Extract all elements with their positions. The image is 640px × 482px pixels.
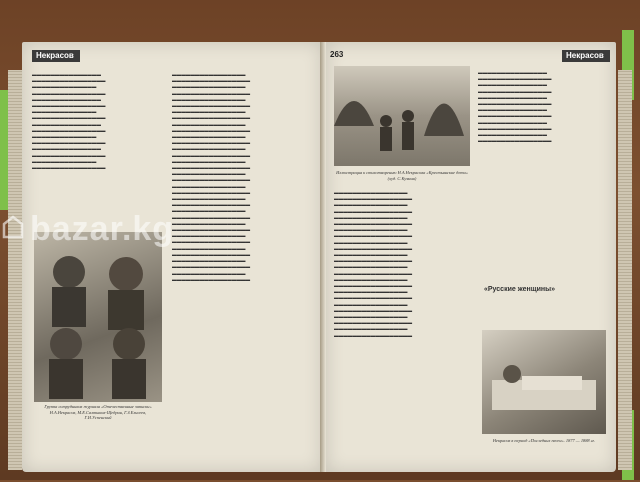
right-header: Некрасов — [562, 50, 610, 62]
right-page — [326, 42, 616, 472]
right-left-column-text: ▬▬▬▬▬▬▬▬▬▬▬▬▬▬▬▬ ▬▬▬▬▬▬▬▬▬▬▬▬▬▬▬▬▬ ▬▬▬▬▬▬▬▬▬▬▬▬▬▬▬▬ ▬▬▬▬▬▬▬▬▬▬▬▬▬▬▬▬▬ ▬▬▬▬▬▬▬▬▬▬▬▬▬▬▬▬ ▬▬▬▬▬▬▬▬▬▬▬▬▬▬▬▬▬ ▬▬▬▬▬▬▬▬▬▬▬▬▬▬▬▬ ▬▬▬▬▬▬▬▬▬▬▬▬▬▬▬▬▬ ▬▬▬▬▬▬▬▬▬▬▬▬▬▬▬▬ ▬▬▬▬▬▬▬▬▬▬▬▬▬▬▬▬▬ ▬▬▬▬▬▬▬▬▬▬▬▬▬▬▬▬ ▬▬▬▬▬▬▬▬▬▬▬▬▬▬▬▬▬ ▬▬▬▬▬▬▬▬▬▬▬▬▬▬▬▬ ▬▬▬▬▬▬▬▬▬▬▬▬▬▬▬▬▬ ▬▬▬▬▬▬▬▬▬▬▬▬▬▬▬▬ ▬▬▬▬▬▬▬▬▬▬▬▬▬▬▬▬▬ ▬▬▬▬▬▬▬▬▬▬▬▬▬▬▬▬ ▬▬▬▬▬▬▬▬▬▬▬▬▬▬▬▬▬ ▬▬▬▬▬▬▬▬▬▬▬▬▬▬▬▬ ▬▬▬▬▬▬▬▬▬▬▬▬▬▬▬▬▬ ▬▬▬▬▬▬▬▬▬▬▬▬▬▬▬▬ ▬▬▬▬▬▬▬▬▬▬▬▬▬▬▬▬▬ ▬▬▬▬▬▬▬▬▬▬▬▬▬▬▬▬ ▬▬▬▬▬▬▬▬▬▬▬▬▬▬▬▬▬ — [334, 190, 413, 338]
peasant-scene-drawing — [334, 66, 470, 166]
right-right-column-text: ▬▬▬▬▬▬▬▬▬▬▬▬▬▬▬ ▬▬▬▬▬▬▬▬▬▬▬▬▬▬▬▬ ▬▬▬▬▬▬▬▬▬▬▬▬▬▬▬ ▬▬▬▬▬▬▬▬▬▬▬▬▬▬▬▬ ▬▬▬▬▬▬▬▬▬▬▬▬▬▬▬ ▬▬▬▬▬▬▬▬▬▬▬▬▬▬▬▬ ▬▬▬▬▬▬▬▬▬▬▬▬▬▬▬ ▬▬▬▬▬▬▬▬▬▬▬▬▬▬▬▬ ▬▬▬▬▬▬▬▬▬▬▬▬▬▬▬ ▬▬▬▬▬▬▬▬▬▬▬▬▬▬▬▬ ▬▬▬▬▬▬▬▬▬▬▬▬▬▬▬ ▬▬▬▬▬▬▬▬▬▬▬▬▬▬▬▬ — [478, 70, 552, 144]
portraits-photo — [34, 232, 162, 402]
peasant-children-illustration — [334, 66, 470, 166]
page-edges-right — [618, 70, 632, 470]
nekrasov-painting — [482, 330, 606, 434]
illustration-caption: Иллюстрация к стихотворению Н.А.Некрасова «Крестьянские дети» (худ. С.Кузмин) — [336, 170, 468, 181]
watermark-text: bazar.kg — [30, 210, 175, 248]
portraits-caption: Группа сотрудников журнала «Отечественные записки» Н.А.Некрасов, М.Е.Салтыков-Щедрин, Г.З.Елисеев, Г.И.Успенский — [44, 404, 152, 421]
open-book — [8, 30, 632, 482]
page-edges-left — [8, 70, 22, 470]
right-page-number: 263 — [330, 50, 344, 59]
bazar-logo-icon — [0, 214, 26, 240]
painting-caption: Некрасов в период «Последних песен». 1877 — 1888 гг. — [492, 438, 596, 443]
right-column-text: ▬▬▬▬▬▬▬▬▬▬▬▬▬▬▬▬ ▬▬▬▬▬▬▬▬▬▬▬▬▬▬▬▬▬ ▬▬▬▬▬▬▬▬▬▬▬▬▬▬▬▬ ▬▬▬▬▬▬▬▬▬▬▬▬▬▬▬▬▬ ▬▬▬▬▬▬▬▬▬▬▬▬▬▬▬▬ ▬▬▬▬▬▬▬▬▬▬▬▬▬▬▬▬▬ ▬▬▬▬▬▬▬▬▬▬▬▬▬▬▬▬ ▬▬▬▬▬▬▬▬▬▬▬▬▬▬▬▬▬ ▬▬▬▬▬▬▬▬▬▬▬▬▬▬▬▬ ▬▬▬▬▬▬▬▬▬▬▬▬▬▬▬▬▬ ▬▬▬▬▬▬▬▬▬▬▬▬▬▬▬▬ ▬▬▬▬▬▬▬▬▬▬▬▬▬▬▬▬▬ ▬▬▬▬▬▬▬▬▬▬▬▬▬▬▬▬ ▬▬▬▬▬▬▬▬▬▬▬▬▬▬▬▬▬ ▬▬▬▬▬▬▬▬▬▬▬▬▬▬▬▬ ▬▬▬▬▬▬▬▬▬▬▬▬▬▬▬▬▬ ▬▬▬▬▬▬▬▬▬▬▬▬▬▬▬▬ ▬▬▬▬▬▬▬▬▬▬▬▬▬▬▬▬▬ ▬▬▬▬▬▬▬▬▬▬▬▬▬▬▬▬ ▬▬▬▬▬▬▬▬▬▬▬▬▬▬▬▬▬ ▬▬▬▬▬▬▬▬▬▬▬▬▬▬▬▬ ▬▬▬▬▬▬▬▬▬▬▬▬▬▬▬▬▬ ▬▬▬▬▬▬▬▬▬▬▬▬▬▬▬▬ ▬▬▬▬▬▬▬▬▬▬▬▬▬▬▬▬▬ ▬▬▬▬▬▬▬▬▬▬▬▬▬▬▬▬ ▬▬▬▬▬▬▬▬▬▬▬▬▬▬▬▬▬ ▬▬▬▬▬▬▬▬▬▬▬▬▬▬▬▬ ▬▬▬▬▬▬▬▬▬▬▬▬▬▬▬▬▬ ▬▬▬▬▬▬▬▬▬▬▬▬▬▬▬▬ ▬▬▬▬▬▬▬▬▬▬▬▬▬▬▬▬▬ ▬▬▬▬▬▬▬▬▬▬▬▬▬▬▬▬ ▬▬▬▬▬▬▬▬▬▬▬▬▬▬▬▬▬ ▬▬▬▬▬▬▬▬▬▬▬▬▬▬▬▬ ▬▬▬▬▬▬▬▬▬▬▬▬▬▬▬▬▬ — [172, 72, 251, 282]
bedridden-figure-drawing — [482, 330, 606, 434]
left-header: Некрасов — [32, 50, 80, 62]
section-title-russkie-zhenshchiny: «Русские женщины» — [484, 286, 556, 293]
portraits-illustration — [34, 232, 162, 402]
left-page — [22, 42, 322, 472]
left-column-text: ▬▬▬▬▬▬▬▬▬▬▬▬▬▬▬ ▬▬▬▬▬▬▬▬▬▬▬▬▬▬▬▬ ▬▬▬▬▬▬▬▬▬▬▬▬▬▬ ▬▬▬▬▬▬▬▬▬▬▬▬▬▬▬▬ ▬▬▬▬▬▬▬▬▬▬▬▬▬▬▬ ▬▬▬▬▬▬▬▬▬▬▬▬▬▬▬▬ ▬▬▬▬▬▬▬▬▬▬▬▬▬▬ ▬▬▬▬▬▬▬▬▬▬▬▬▬▬▬▬ ▬▬▬▬▬▬▬▬▬▬▬▬▬▬▬ ▬▬▬▬▬▬▬▬▬▬▬▬▬▬▬▬ ▬▬▬▬▬▬▬▬▬▬▬▬▬▬ ▬▬▬▬▬▬▬▬▬▬▬▬▬▬▬▬ ▬▬▬▬▬▬▬▬▬▬▬▬▬▬▬ ▬▬▬▬▬▬▬▬▬▬▬▬▬▬▬▬ ▬▬▬▬▬▬▬▬▬▬▬▬▬▬ ▬▬▬▬▬▬▬▬▬▬▬▬▬▬▬▬ — [32, 72, 106, 171]
